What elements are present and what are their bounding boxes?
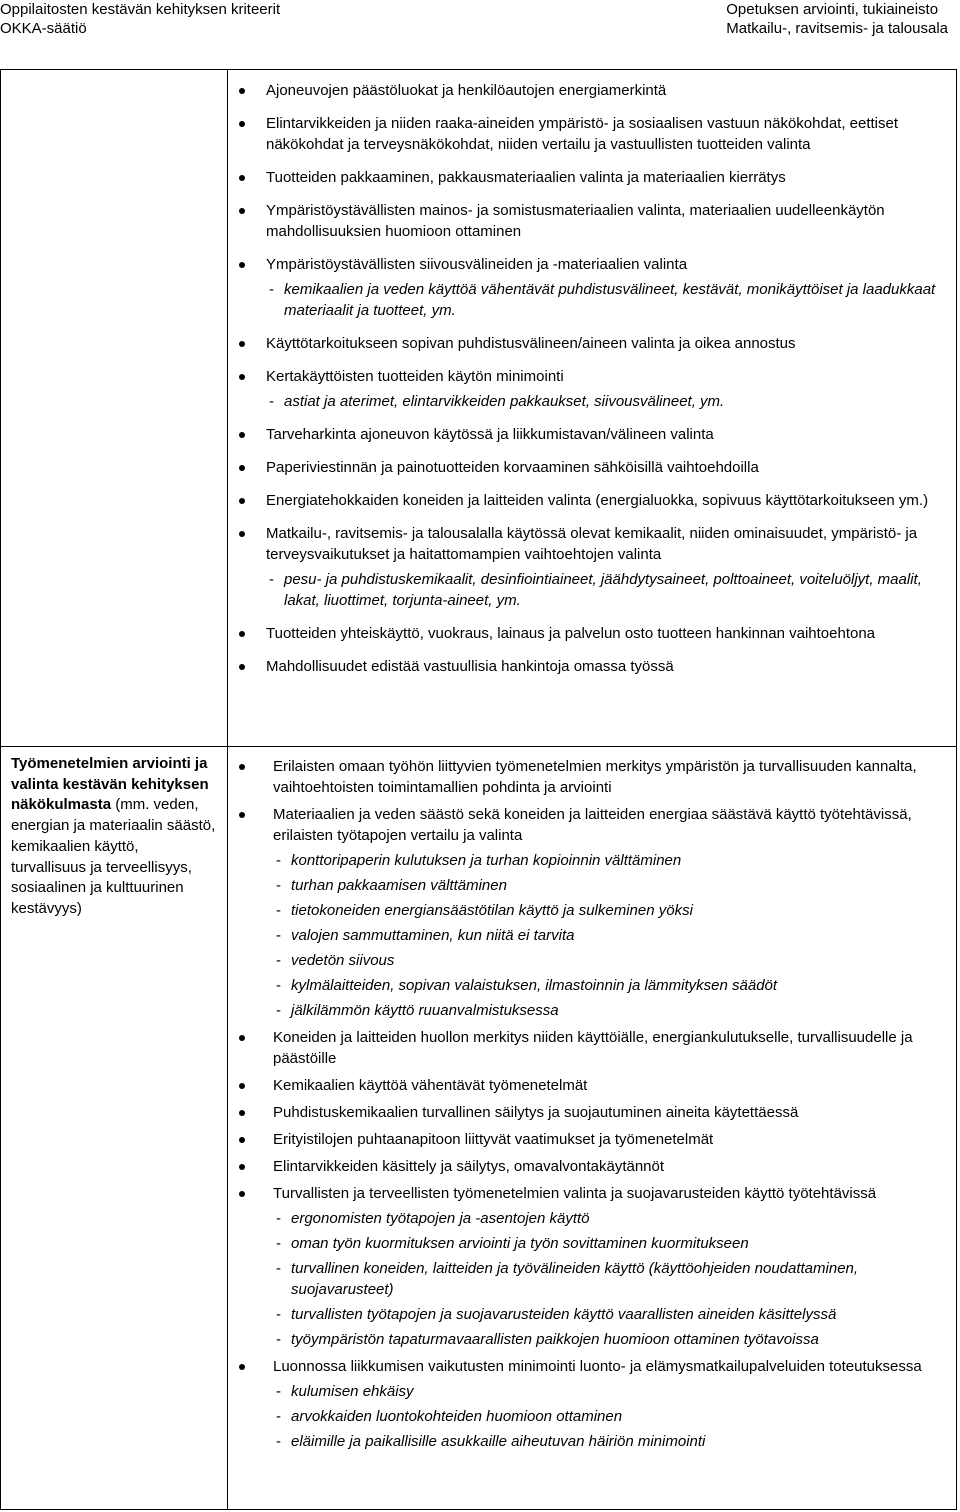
dash-icon: -	[269, 571, 274, 588]
sub-item	[273, 1233, 952, 1254]
bullet-icon	[239, 262, 245, 268]
bullet-icon	[239, 1164, 245, 1170]
list-item-text: Ajoneuvojen päästöluokat ja henkilöautojen energiamerkintä	[266, 82, 667, 99]
dash-icon: -	[276, 1002, 281, 1019]
bullet-icon	[239, 374, 245, 380]
dash-icon: -	[276, 1383, 281, 1400]
header-left	[0, 0, 280, 38]
bullet-icon	[239, 465, 245, 471]
dash-icon: -	[276, 1210, 281, 1227]
list-item	[232, 200, 952, 242]
sub-item	[273, 1000, 952, 1021]
bullet-icon	[239, 341, 245, 347]
dash-icon: -	[276, 902, 281, 919]
sub-item-text: kulumisen ehkäisy	[291, 1383, 414, 1400]
sub-item	[273, 1329, 952, 1350]
sub-item-text: eläimille ja paikallisille asukkaille aiheutuvan häiriön minimointi	[291, 1433, 706, 1450]
sub-item	[273, 950, 952, 971]
sub-item-text: astiat ja aterimet, elintarvikkeiden pakkaukset, siivousvälineet, ym.	[284, 393, 725, 410]
sub-item	[266, 391, 952, 412]
sub-item	[273, 1381, 952, 1402]
bullet-icon	[239, 531, 245, 537]
header-right	[726, 0, 948, 38]
dash-icon: -	[276, 1408, 281, 1425]
section1-list	[232, 80, 952, 689]
dash-icon: -	[269, 393, 274, 410]
list-item	[232, 623, 952, 644]
sub-item	[273, 900, 952, 921]
sub-item	[266, 279, 952, 321]
sub-item-text: työympäristön tapaturmavaarallisten paikkojen huomioon ottaminen työtavoissa	[291, 1331, 819, 1348]
section2-category-description: (mm. veden, energian ja materiaalin säästö, kemikaalien käyttö, turvallisuus ja terveellisyys, sosiaalinen ja kulttuurinen kestävyys)	[11, 796, 216, 917]
bullet-icon	[239, 432, 245, 438]
sub-item	[273, 850, 952, 871]
sub-item	[273, 1304, 952, 1325]
sub-item	[273, 875, 952, 896]
table-top-border	[0, 69, 957, 70]
list-item	[232, 756, 952, 798]
list-item-text: Turvallisten ja terveellisten työmenetelmien valinta ja suojavarusteiden käyttö työtehtävissä	[273, 1185, 877, 1202]
bullet-icon	[239, 764, 245, 770]
list-item	[232, 254, 952, 321]
list-item	[232, 1156, 952, 1177]
sub-item-text: ergonomisten työtapojen ja -asentojen käyttö	[291, 1210, 590, 1227]
sub-item	[273, 1431, 952, 1452]
list-item-text: Energiatehokkaiden koneiden ja laitteiden valinta (energialuokka, sopivuus käyttötarkoitukseen ym.)	[266, 492, 929, 509]
sub-item-text: turvallinen koneiden, laitteiden ja työvälineiden käyttö (käyttöohjeiden noudattaminen, suojavarusteet)	[291, 1260, 859, 1298]
list-item-text: Luonnossa liikkumisen vaikutusten minimointi luonto- ja elämysmatkailupalveluiden toteutuksessa	[273, 1358, 922, 1375]
list-item	[232, 333, 952, 354]
sub-item-text: kylmälaitteiden, sopivan valaistuksen, ilmastoinnin ja lämmityksen säädöt	[291, 977, 778, 994]
bullet-icon	[239, 121, 245, 127]
list-item	[232, 113, 952, 155]
header-org-name: OKKA-säätiö	[0, 20, 87, 37]
bullet-icon	[239, 812, 245, 818]
list-item	[232, 1075, 952, 1096]
list-item	[232, 80, 952, 101]
dash-icon: -	[276, 1433, 281, 1450]
dash-icon: -	[276, 1260, 281, 1277]
list-item	[232, 1183, 952, 1350]
list-item-text: Mahdollisuudet edistää vastuullisia hankintoja omassa työssä	[266, 658, 674, 675]
bullet-icon	[239, 1137, 245, 1143]
sub-item	[273, 975, 952, 996]
list-item-text: Ympäristöystävällisten mainos- ja somistusmateriaalien valinta, materiaalien uudelleenkäytön mahdollisuuksien huomioon ottaminen	[266, 202, 885, 240]
header-field-name: Matkailu-, ravitsemis- ja talousala	[726, 20, 948, 37]
dash-icon: -	[276, 977, 281, 994]
bullet-icon	[239, 88, 245, 94]
section2-list	[232, 756, 952, 1458]
bullet-icon	[239, 631, 245, 637]
bullet-icon	[239, 1035, 245, 1041]
section2-category-cell	[11, 754, 216, 920]
page-header	[0, 0, 960, 40]
list-item-text: Kertakäyttöisten tuotteiden käytön minimointi	[266, 368, 564, 385]
bullet-icon	[239, 175, 245, 181]
list-item-text: Tuotteiden yhteiskäyttö, vuokraus, lainaus ja palvelun osto tuotteen hankinnan vaihtoehtona	[266, 625, 876, 642]
section2-category-title: Työmenetelmien arviointi ja valinta kestävän kehityksen näkökulmasta	[11, 755, 209, 814]
list-item-text: Ympäristöystävällisten siivousvälineiden ja -materiaalien valinta	[266, 256, 688, 273]
list-item-text: Elintarvikkeiden käsittely ja säilytys, omavalvontakäytännöt	[273, 1158, 665, 1175]
list-item-text: Kemikaalien käyttöä vähentävät työmenetelmät	[273, 1077, 588, 1094]
sub-item-text: jälkilämmön käyttö ruuanvalmistuksessa	[291, 1002, 559, 1019]
header-doc-title: Opetuksen arviointi, tukiaineisto	[726, 1, 939, 18]
list-item	[232, 490, 952, 511]
sub-item-text: turvallisten työtapojen ja suojavarusteiden käyttö vaarallisten aineiden käsittelyssä	[291, 1306, 837, 1323]
sub-item-text: turhan pakkaamisen välttäminen	[291, 877, 507, 894]
list-item-text: Matkailu-, ravitsemis- ja talousalalla käytössä olevat kemikaalit, niiden ominaisuudet, ympäristö- ja terveysvaikutukset ja haitattomampien vaihtoehtojen valinta	[266, 525, 918, 563]
bullet-icon	[239, 208, 245, 214]
sub-item-text: konttoripaperin kulutuksen ja turhan kopioinnin välttäminen	[291, 852, 682, 869]
sub-item	[266, 569, 952, 611]
sub-item-text: oman työn kuormituksen arviointi ja työn sovittaminen kuormitukseen	[291, 1235, 749, 1252]
list-item	[232, 366, 952, 412]
table-left-border	[0, 69, 1, 1510]
sub-item-text: kemikaalien ja veden käyttöä vähentävät puhdistusvälineet, kestävät, monikäyttöiset ja laadukkaat materiaalit ja tuotteet, ym.	[284, 281, 936, 319]
list-item-text: Erityistilojen puhtaanapitoon liittyvät vaatimukset ja työmenetelmät	[273, 1131, 714, 1148]
dash-icon: -	[276, 852, 281, 869]
sub-item-text: tietokoneiden energiansäästötilan käyttö ja sulkeminen yöksi	[291, 902, 693, 919]
sub-item	[273, 1406, 952, 1427]
table-bottom-border	[0, 1509, 957, 1510]
list-item	[232, 523, 952, 611]
dash-icon: -	[276, 1306, 281, 1323]
dash-icon: -	[276, 952, 281, 969]
bullet-icon	[239, 1364, 245, 1370]
list-item	[232, 804, 952, 1021]
sub-item-text: pesu- ja puhdistuskemikaalit, desinfiointiaineet, jäähdytysaineet, polttoaineet, voiteluöljyt, maalit, lakat, liuottimet, torjunta-aineet, ym.	[284, 571, 922, 609]
list-item	[232, 1102, 952, 1123]
dash-icon: -	[269, 281, 274, 298]
sub-item-text: vedetön siivous	[291, 952, 395, 969]
header-org-title: Oppilaitosten kestävän kehityksen kriteerit	[0, 1, 281, 18]
list-item	[232, 656, 952, 677]
sub-item	[273, 1258, 952, 1300]
list-item-text: Materiaalien ja veden säästö sekä koneiden ja laitteiden energiaa säästävä käyttö työtehtävissä, erilaisten työtapojen vertailu ja valinta	[273, 806, 912, 844]
list-item-text: Puhdistuskemikaalien turvallinen säilytys ja suojautuminen aineita käytettäessä	[273, 1104, 799, 1121]
list-item-text: Käyttötarkoitukseen sopivan puhdistusvälineen/aineen valinta ja oikea annostus	[266, 335, 796, 352]
bullet-icon	[239, 664, 245, 670]
dash-icon: -	[276, 1331, 281, 1348]
list-item-text: Tuotteiden pakkaaminen, pakkausmateriaalien valinta ja materiaalien kierrätys	[266, 169, 786, 186]
list-item-text: Paperiviestinnän ja painotuotteiden korvaaminen sähköisillä vaihtoehdoilla	[266, 459, 759, 476]
bullet-icon	[239, 1083, 245, 1089]
list-item-text: Erilaisten omaan työhön liittyvien työmenetelmien merkitys ympäristön ja turvallisuuden kannalta, vaihtoehtoisten toimintamallien pohdinta ja arviointi	[273, 758, 917, 796]
bullet-icon	[239, 498, 245, 504]
list-item-text: Elintarvikkeiden ja niiden raaka-aineiden ympäristö- ja sosiaalisen vastuun näkökohdat, eettiset näkökohdat ja terveysnäkökohdat, niiden vertailu ja vastuullisten tuotteiden valinta	[266, 115, 899, 153]
list-item	[232, 457, 952, 478]
dash-icon: -	[276, 1235, 281, 1252]
sub-item-text: valojen sammuttaminen, kun niitä ei tarvita	[291, 927, 575, 944]
bullet-icon	[239, 1110, 245, 1116]
list-item-text: Tarveharkinta ajoneuvon käytössä ja liikkumistavan/välineen valinta	[266, 426, 714, 443]
sub-item	[273, 1208, 952, 1229]
sub-item	[273, 925, 952, 946]
table-row-divider	[0, 746, 957, 747]
table-column-divider	[227, 69, 228, 1510]
list-item	[232, 1027, 952, 1069]
list-item	[232, 1129, 952, 1150]
list-item	[232, 1356, 952, 1452]
list-item-text: Koneiden ja laitteiden huollon merkitys niiden käyttöiälle, energiankulutukselle, turvallisuudelle ja päästöille	[273, 1029, 913, 1067]
table-right-border	[956, 69, 957, 1510]
sub-item-text: arvokkaiden luontokohteiden huomioon ottaminen	[291, 1408, 623, 1425]
dash-icon: -	[276, 877, 281, 894]
list-item	[232, 424, 952, 445]
dash-icon: -	[276, 927, 281, 944]
list-item	[232, 167, 952, 188]
bullet-icon	[239, 1191, 245, 1197]
